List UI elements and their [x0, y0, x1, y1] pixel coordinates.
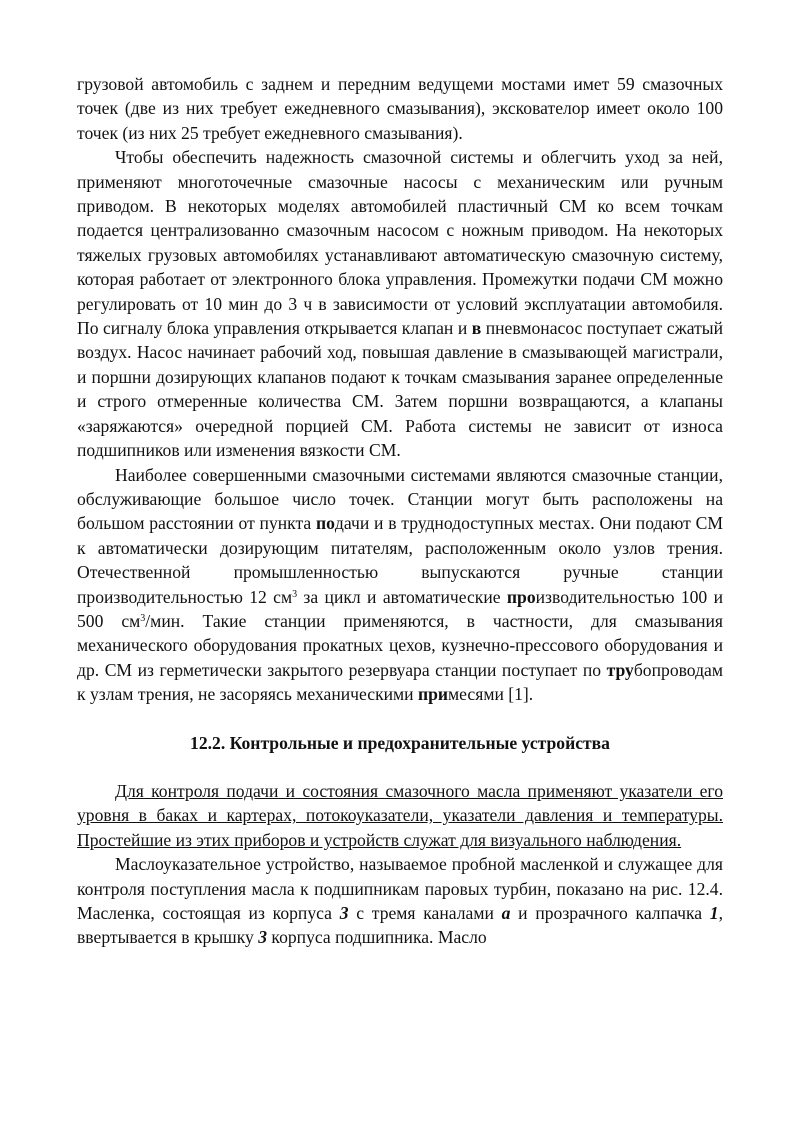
superscript-1: 3 — [292, 588, 298, 600]
paragraph-2-text-a: Чтобы обеспечить надежность смазочной системы и облегчить уход за ней, применяют многоточечные смазочные насосы с механическим или ручным приводом. В некоторых моделях автомобилей пластичный СМ ко всем точкам подается централизованно смазочным насосом с ножным приводом. На некоторых тяжелых грузовых автомобилях устанавливают автоматическую смазочную систему, которая работает от электронного блока управления. Промежутки подачи СМ можно регулировать от 10 мин до 3 ч в зависимости от условий эксплуатации автомобиля. По сигналу блока управления открывается клапан и — [77, 147, 723, 339]
paragraph-5-ref-1: 3 — [339, 903, 349, 923]
paragraph-3-bold-2: про — [506, 586, 536, 607]
paragraph-5 — [77, 852, 723, 950]
paragraph-3-text-h: месями [1]. — [448, 684, 534, 705]
document-body — [77, 72, 723, 950]
paragraph-5-ref-3: 1 — [709, 903, 719, 923]
superscript-2: 3 — [140, 612, 146, 624]
paragraph-1-text: грузовой автомобиль с заднем и передним ведущеми мостами имет 59 смазочных точек (две из них требует ежедневного смазывания), экскователор имеет около 100 точек (из них 25 требует ежедневного смазывания). — [77, 74, 723, 143]
paragraph-1 — [77, 72, 723, 145]
paragraph-3-text-e: изводительностью 100 и 500 см — [77, 586, 723, 631]
paragraph-3-text-g: бопроводам к узлам трения, не засоряясь механическими — [77, 659, 723, 705]
paragraph-5-ref-4: 3 — [258, 927, 268, 948]
paragraph-5-text-a: Маслоуказательное устройство, называемое пробной масленкой и служащее для контроля поступления масла к подшипникам паровых турбин, показано на рис. 12.4. Масленка, состоящая из корпуса — [77, 854, 723, 923]
paragraph-4 — [77, 779, 723, 852]
section-heading: 12.2. Контрольные и предохранительные устройства — [190, 732, 610, 753]
paragraph-3-bold-3: тру — [606, 659, 634, 680]
paragraph-5-ref-2: а — [501, 903, 511, 923]
paragraph-3-bold-1: по — [315, 513, 335, 534]
paragraph-3-text-a: Наиболее совершенными смазочными системами являются смазочные станции, обслуживающие большое число точек. Станции могут быть расположены на большом расстоянии от пункта — [77, 464, 723, 534]
paragraph-5-text-c: и прозрачного калпачка — [510, 903, 710, 923]
paragraph-3 — [77, 463, 723, 707]
paragraph-3-text-c: дачи и в труднодоступных местах. Они подают СМ к автоматически дозирующим питателям, расположенным около узлов трения. Отечественной промышленностью выпускаются ручные станции производительностью 12 см — [77, 513, 724, 607]
paragraph-3-bold-4: при — [417, 684, 449, 705]
paragraph-2 — [77, 145, 723, 462]
paragraph-2-text-c: пневмонасос поступает сжатый воздух. Насос начинает рабочий ход, повышая давление в смазывающей магистрали, и поршни дозирующих клапанов подают к точкам смазывания заранее определенные и строго отмеренные количества СМ. Затем поршни возвращаются, а клапаны «заряжаются» очередной порцией СМ. Работа системы не зависит от износа подшипников или изменения вязкости СМ. — [77, 318, 724, 461]
paragraph-2-bold-1: в — [471, 318, 482, 339]
paragraph-5-text-b: с тремя каналами — [348, 903, 502, 923]
paragraph-5-text-e: корпуса подшипника. Масло — [267, 927, 487, 948]
paragraph-5-text-d: , ввертывается в крышку — [77, 903, 723, 948]
paragraph-3-text-f: /мин. Такие станции применяются, в частности, для смазывания механического оборудования прокатных цехов, кузнечно-прессового оборудования и др. СМ из герметически закрытого резервуара станции поступает по — [77, 610, 723, 680]
paragraph-4-text: Для контроля подачи и состояния смазочного масла применяют указатели его уровня в баках и картерах, потокоуказатели, указатели давления и температуры. Простейшие из этих приборов и устройств служат для визуального наблюдения. — [77, 780, 723, 850]
paragraph-3-text-d: за цикл и автоматические — [297, 586, 507, 607]
